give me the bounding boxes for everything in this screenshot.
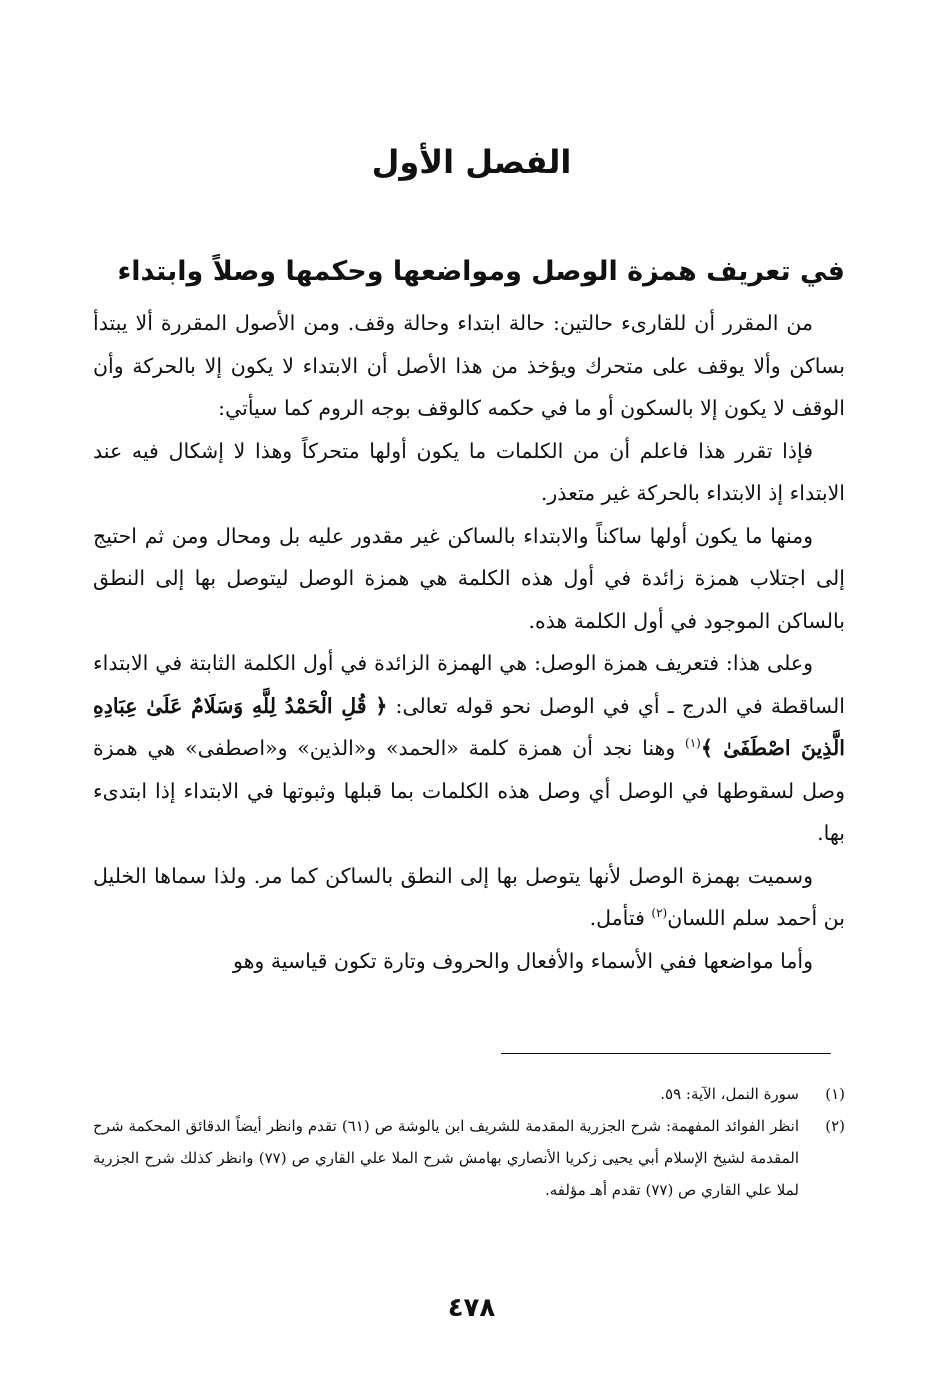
paragraph-text: وسميت بهمزة الوصل لأنها يتوصل بها إلى النطق بالساكن كما مر. ولذا سماها الخليل بن أحمد سلم اللسان <box>93 863 845 930</box>
chapter-title: الفصل الأول <box>371 143 572 181</box>
footnote-text: انظر الفوائد المفهمة: شرح الجزرية المقدمة للشريف ابن يالوشة ص (٦١) تقدم وانظر أيضاً الدقائق المحكمة شرح المقدمة لشيخ الإسلام أبي يحيى زكريا الأنصاري بهامش شرح الملا علي القاري ص (٧٧) وانظر كذلك شرح الجزرية لملا علي القاري ص (٧٧) تقدم أهـ مؤلفه. <box>93 1117 800 1199</box>
section-heading: في تعريف همزة الوصل ومواضعها وحكمها وصلاً وابتداء <box>117 256 845 287</box>
paragraph-text: فتأمل. <box>589 906 652 930</box>
page-number: ٤٧٨ <box>447 1293 496 1323</box>
body-text <box>93 302 845 982</box>
footnote-text: سورة النمل، الآية: ٥٩. <box>660 1085 799 1103</box>
paragraph <box>93 642 845 855</box>
paragraph: ومنها ما يكون أولها ساكناً والابتداء بالساكن غير مقدور عليه بل ومحال ومن ثم احتيج إلى اجتلاب همزة زائدة في أول هذه الكلمة هي همزة الوصل ليتوصل بها إلى النطق بالساكن الموجود في أول الكلمة هذه. <box>93 523 845 633</box>
paragraph <box>93 855 845 940</box>
footnote <box>93 1110 845 1206</box>
paragraph-text: وعلى هذا: فتعريف همزة الوصل: هي الهمزة الزائدة في أول الكلمة الثابتة في الابتداء الساقطة في الدرج ـ أي في الوصل نحو قوله تعالى: <box>93 651 845 718</box>
quran-verse: ﴿ قُلِ الْحَمْدُ لِلَّهِ وَسَلَامٌ عَلَىٰ عِبَادِهِ الَّذِينَ اصْطَفَىٰ ﴾ <box>93 693 845 760</box>
footnote-reference[interactable]: (٢) <box>651 906 668 921</box>
paragraph: من المقرر أن للقارىء حالتين: حالة ابتداء وحالة وقف. ومن الأصول المقررة ألا يبتدأ بساكن وألا يوقف على متحرك ويؤخذ من هذا الأصل أن الابتداء لا يكون إلا بالحركة وأن الوقف لا يكون إلا بالسكون أو ما في حكمه كالوقف بوجه الروم كما سيأتي: <box>93 311 845 420</box>
footnotes <box>93 1078 845 1206</box>
footnote-divider <box>501 1053 831 1054</box>
paragraph-text: وهنا نجد أن همزة كلمة «الحمد» و«الذين» و«اصطفى» هي همزة وصل لسقوطها في الوصل أي وصل هذه الكلمات بما قبلها وثبوتها في الابتداء إذا ابتدىء بها. <box>93 736 845 845</box>
footnote <box>93 1078 845 1110</box>
paragraph: وأما مواضعها ففي الأسماء والأفعال والحروف وتارة تكون قياسية وهو <box>233 948 813 973</box>
footnote-number: (٢) <box>825 1117 845 1135</box>
footnote-number: (١) <box>825 1085 845 1103</box>
footnote-reference[interactable]: (١) <box>685 736 701 751</box>
paragraph: فإذا تقرر هذا فاعلم أن من الكلمات ما يكون أولها متحركاً وهذا لا إشكال فيه عند الابتداء إذ الابتداء بالحركة غير متعذر. <box>93 438 845 505</box>
